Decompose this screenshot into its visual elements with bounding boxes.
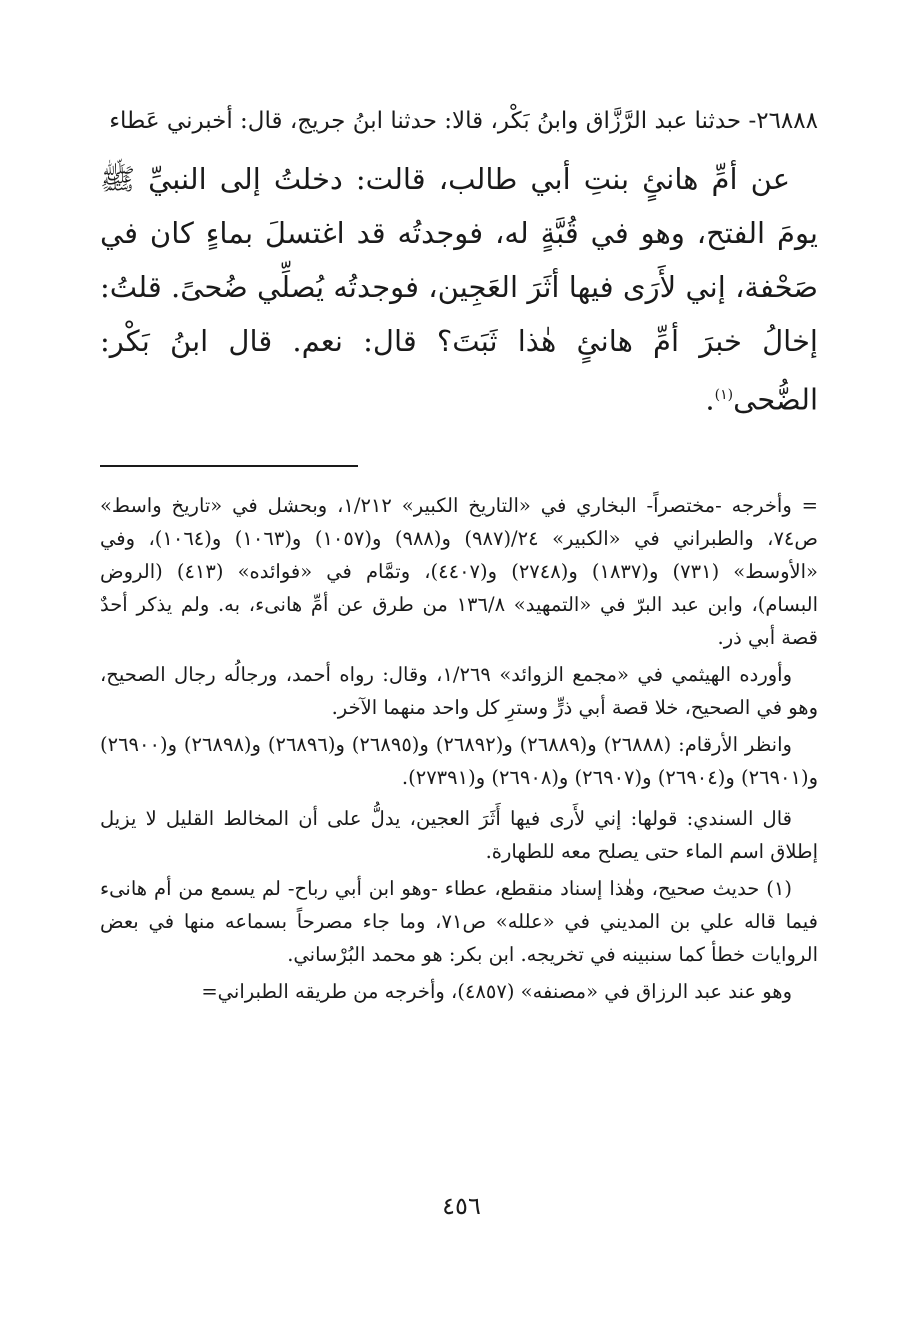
footnote-paragraph: قال السندي: قولها: إني لأَرى فيها أَثَرَ العجين، يدلُّ على أن المخالط القليل لا يزيل إطلاق اسم الماء حتى يصلح معه للطهارة. xyxy=(100,806,818,863)
footnote-1: (١) حديث صحيح، وهٰذا إسناد منقطع، عطاء -وهو ابن أبي رباح- لم يسمع من أم هانىء فيما قاله علي بن المديني في «علله» ص٧١، وما جاء مصرحاً بسماعه منها في بعض الروايات خطأ كما سنبينه في تخريجه. ابن بكر: هو محمد البُرْساني. xyxy=(100,876,818,966)
page-number: ٤٥٦ xyxy=(442,1192,481,1220)
footnote-paragraph: وأورده الهيثمي في «مجمع الزوائد» ١/٢٦٩، وقال: رواه أحمد، ورجالُه رجال الصحيح، وهو في الصحيح، خلا قصة أبي ذرٍّ وسترِ كل واحد منهما الآخر. xyxy=(100,662,818,719)
hadith-text-end: . xyxy=(705,382,715,417)
hadith-text xyxy=(100,152,818,427)
footnote-reference: (١) xyxy=(714,387,734,403)
footnote-paragraph: وانظر الأرقام: (٢٦٨٨٨) و(٢٦٨٨٩) و(٢٦٨٩٢) و(٢٦٨٩٥) و(٢٦٨٩٦) و(٢٦٨٩٨) و(٢٦٩٠٠) و(٢٦٩٠١) و(٢٦٩٠٤) و(٢٦٩٠٧) و(٢٦٩٠٨) و(٢٧٣٩١). xyxy=(100,732,818,789)
footnotes-section xyxy=(100,489,818,1008)
book-page xyxy=(100,100,818,1250)
hadith-text-main: عن أمِّ هانئٍ بنتِ أبي طالب، قالت: دخلتُ إلى النبيِّ ﷺ يومَ الفتح، وهو في قُبَّةٍ له، فوجدتُه قد اغتسلَ بماءٍ كان في صَحْفة، إني لأَرَى فيها أثَرَ العَجِين، فوجدتُه يُصلِّي ضُحىً. قلتُ: إخالُ خبرَ أمِّ هانئٍ هٰذا ثَبَتَ؟ قال: نعم. قال ابنُ بَكْر: الضُّحى xyxy=(100,162,818,417)
footnote-separator-line xyxy=(100,465,358,467)
footnote-paragraph: وهو عند عبد الرزاق في «مصنفه» (٤٨٥٧)، وأخرجه من طريقه الطبراني= xyxy=(201,979,792,1003)
hadith-chain-of-narration: ٢٦٨٨٨- حدثنا عبد الرَّزَّاق وابنُ بَكْر، قالا: حدثنا ابنُ جريج، قال: أخبرني عَطاء xyxy=(109,108,818,134)
footnote-paragraph-continued: = وأخرجه -مختصراً- البخاري في «التاريخ الكبير» ١/٢١٢، وبحشل في «تاريخ واسط» ص٧٤، والطبراني في «الكبير» ٢٤/(٩٨٧) و(٩٨٨) و(١٠٥٧) و(١٠٦٣) و(١٠٦٤)، وفي «الأوسط» (٧٣١) و(١٨٣٧) و(٢٧٤٨) و(٤٤٠٧)، وتمَّام في «فوائده» (٤١٣) (الروض البسام)، وابن عبد البرّ في «التمهيد» ١٣٦/٨ من طرق عن أمِّ هانىء، به. ولم يذكر أحدٌ قصة أبي ذر. xyxy=(100,493,818,649)
